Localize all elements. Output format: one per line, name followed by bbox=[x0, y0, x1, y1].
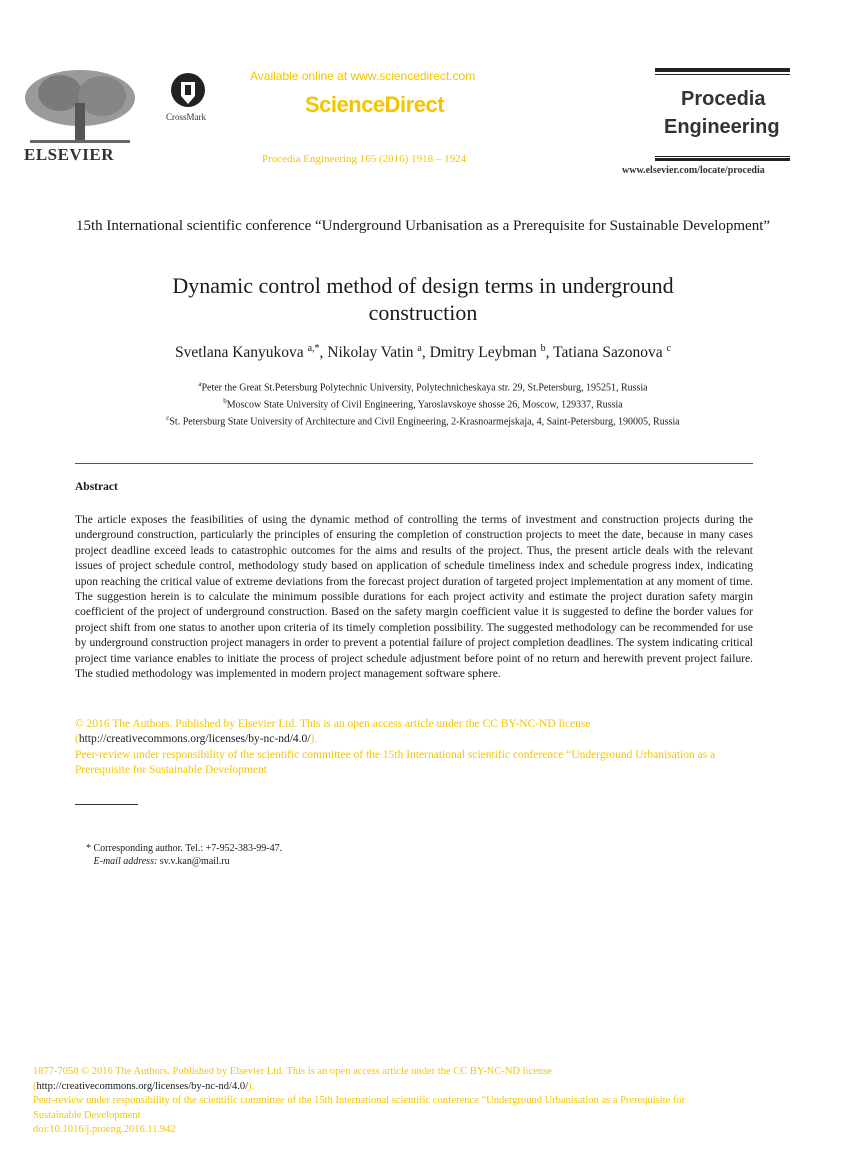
author-sup: c bbox=[666, 343, 671, 354]
affiliation: $^c$St. Petersburg State University of Architecture and Civil Engineering, 2-Krasnoarmejskaja, 4, Saint-Petersburg, 190005, Russia bbox=[166, 413, 680, 427]
email-label: E-mail address: bbox=[93, 856, 158, 867]
crossmark-label: CrossMark bbox=[166, 112, 206, 122]
footer-doi[interactable]: doi:10.1016/j.proeng.2016.11.942 bbox=[33, 1124, 176, 1135]
journal-rule-bottom-thin bbox=[655, 156, 790, 157]
author-sup: a bbox=[417, 343, 422, 354]
author-name: Svetlana Kanyukova bbox=[174, 344, 304, 362]
journal-rule-top-thin bbox=[655, 74, 790, 75]
footer-peer-review: Peer-review under responsibility of the scientific committee of the 15th International scientific conference “Underground Urbanisation as a Prerequisite for Sustainable Development bbox=[33, 1095, 686, 1121]
journal-rule-bottom bbox=[655, 158, 790, 161]
license-statement: © 2016 The Authors. Published by Elsevier Ltd. This is an open access article under the CC BY-NC-ND license bbox=[75, 718, 591, 730]
journal-name-line2: Engineering bbox=[664, 116, 780, 138]
journal-name-line1: Procedia bbox=[681, 88, 766, 110]
abstract-heading: Abstract bbox=[75, 481, 118, 493]
footnote bbox=[86, 842, 282, 868]
affiliation: $^a$Peter the Great St.Petersburg Polytechnic University, Polytechnicheskaya str. 29, St.Petersburg, 195251, Russia bbox=[198, 380, 648, 394]
paper-title-line2: construction bbox=[368, 300, 478, 325]
corresponding-author: * Corresponding author. Tel.: +7-952-383-99-47. bbox=[86, 843, 283, 854]
affiliations bbox=[60, 378, 786, 428]
paper-title bbox=[60, 272, 786, 326]
section-divider bbox=[75, 463, 753, 464]
paper-title-line1: Dynamic control method of design terms in underground bbox=[172, 273, 674, 298]
journal-reference: Procedia Engineering 165 (2016) 1918 – 1924 bbox=[262, 153, 467, 165]
footer-license: 1877-7058 © 2016 The Authors. Published by Elsevier Ltd. This is an open access article under the CC BY-NC-ND license bbox=[33, 1066, 552, 1077]
footnote-rule bbox=[75, 804, 138, 805]
crossmark-icon[interactable] bbox=[168, 72, 208, 116]
author-sup: a,* bbox=[307, 343, 320, 354]
author-name: Nikolay Vatin bbox=[327, 344, 414, 362]
elsevier-wordmark: ELSEVIER bbox=[24, 145, 114, 164]
available-online-text[interactable]: Available online at www.sciencedirect.com bbox=[250, 69, 476, 83]
author-list: Svetlana Kanyukova $^{a,*}$, Nikolay Vatin $^a$, Dmitry Leybman $^b$, Tatiana Sazonova $^c$ bbox=[174, 343, 671, 362]
sciencedirect-logo: ScienceDirect bbox=[305, 92, 445, 117]
footer-license-link[interactable]: http://creativecommons.org/licenses/by-nc-nd/4.0/ bbox=[36, 1080, 249, 1092]
conference-name: 15th International scientific conference “Underground Urbanisation as a Prerequisite for Sustainable Development” bbox=[75, 218, 771, 234]
affiliation: $^b$Moscow State University of Civil Engineering, Yaroslavskoye shosse 26, Moscow, 129337, Russia bbox=[223, 396, 623, 411]
license-block: © 2016 The Authors. Published by Elsevier Ltd. This is an open access article under the CC BY-NC-ND license (http://creativecommons.org/licenses/by-nc-nd/4.0/). Peer-review under responsibility of the scientific committee of the 15th International scientific conference “Underground Urbanisation as a Prerequisite for Sustainable Development bbox=[75, 717, 755, 779]
peer-review-statement: Peer-review under responsibility of the scientific committee of the 15th International scientific conference “Underground Urbanisation as a Prerequisite for Sustainable Development bbox=[75, 748, 716, 777]
author-name: Dmitry Leybman bbox=[429, 344, 537, 362]
license-link[interactable]: http://creativecommons.org/licenses/by-nc-nd/4.0/ bbox=[78, 733, 311, 746]
journal-url[interactable]: www.elsevier.com/locate/procedia bbox=[622, 165, 765, 176]
page-footer: 1877-7058 © 2016 The Authors. Published by Elsevier Ltd. This is an open access article under the CC BY-NC-ND license (http://creativecommons.org/licenses/by-nc-nd/4.0/). Peer-review under responsibility of the scientific committee of the 15th International scientific conference “Underground Urbanisation as a Prerequisite for Sustainable Development doi:10.1016/j.proeng.2016.11.942 bbox=[33, 1065, 733, 1138]
author-name: Tatiana Sazonova bbox=[553, 344, 663, 362]
author-sup: b bbox=[540, 343, 546, 354]
email-address[interactable]: sv.v.kan@mail.ru bbox=[159, 856, 230, 867]
abstract-text: The article exposes the feasibilities of using the dynamic method of controlling the terms of investment and construction projects during the underground construction, particularly the principles of ensuring the completion of construction projects to meet the date, because in many cases project deadline exceed leads to catastrophic outcomes for the aims and results of the project. Thus, the present article deals with the relevant issues of project schedule control, methodology study based on application of schedule timeliness index and schedule progress index, indicating upon reaching the critical value of extreme deviations from the forecast project duration of targeted project implementation at any moment of time. The suggestion herein is to calculate the minimum possible durations for each project activity and estimate the project duration safety margin coefficient of the project of underground construction. Based on the safety margin coefficient value it is suggested to define the border values for project shift from one status to another upon criteria of its timely completion possibility. The suggested methodology can be recommended for use by underground construction project managers in order to prevent a potential failure of project completion deadlines. The system indicating critical project time variance enables to initiate the process of project schedule adjustment before point of no return and herewith prevent project failure. The studied methodology was implemented in modern project management software sphere. bbox=[75, 514, 753, 681]
journal-rule-top bbox=[655, 68, 790, 72]
